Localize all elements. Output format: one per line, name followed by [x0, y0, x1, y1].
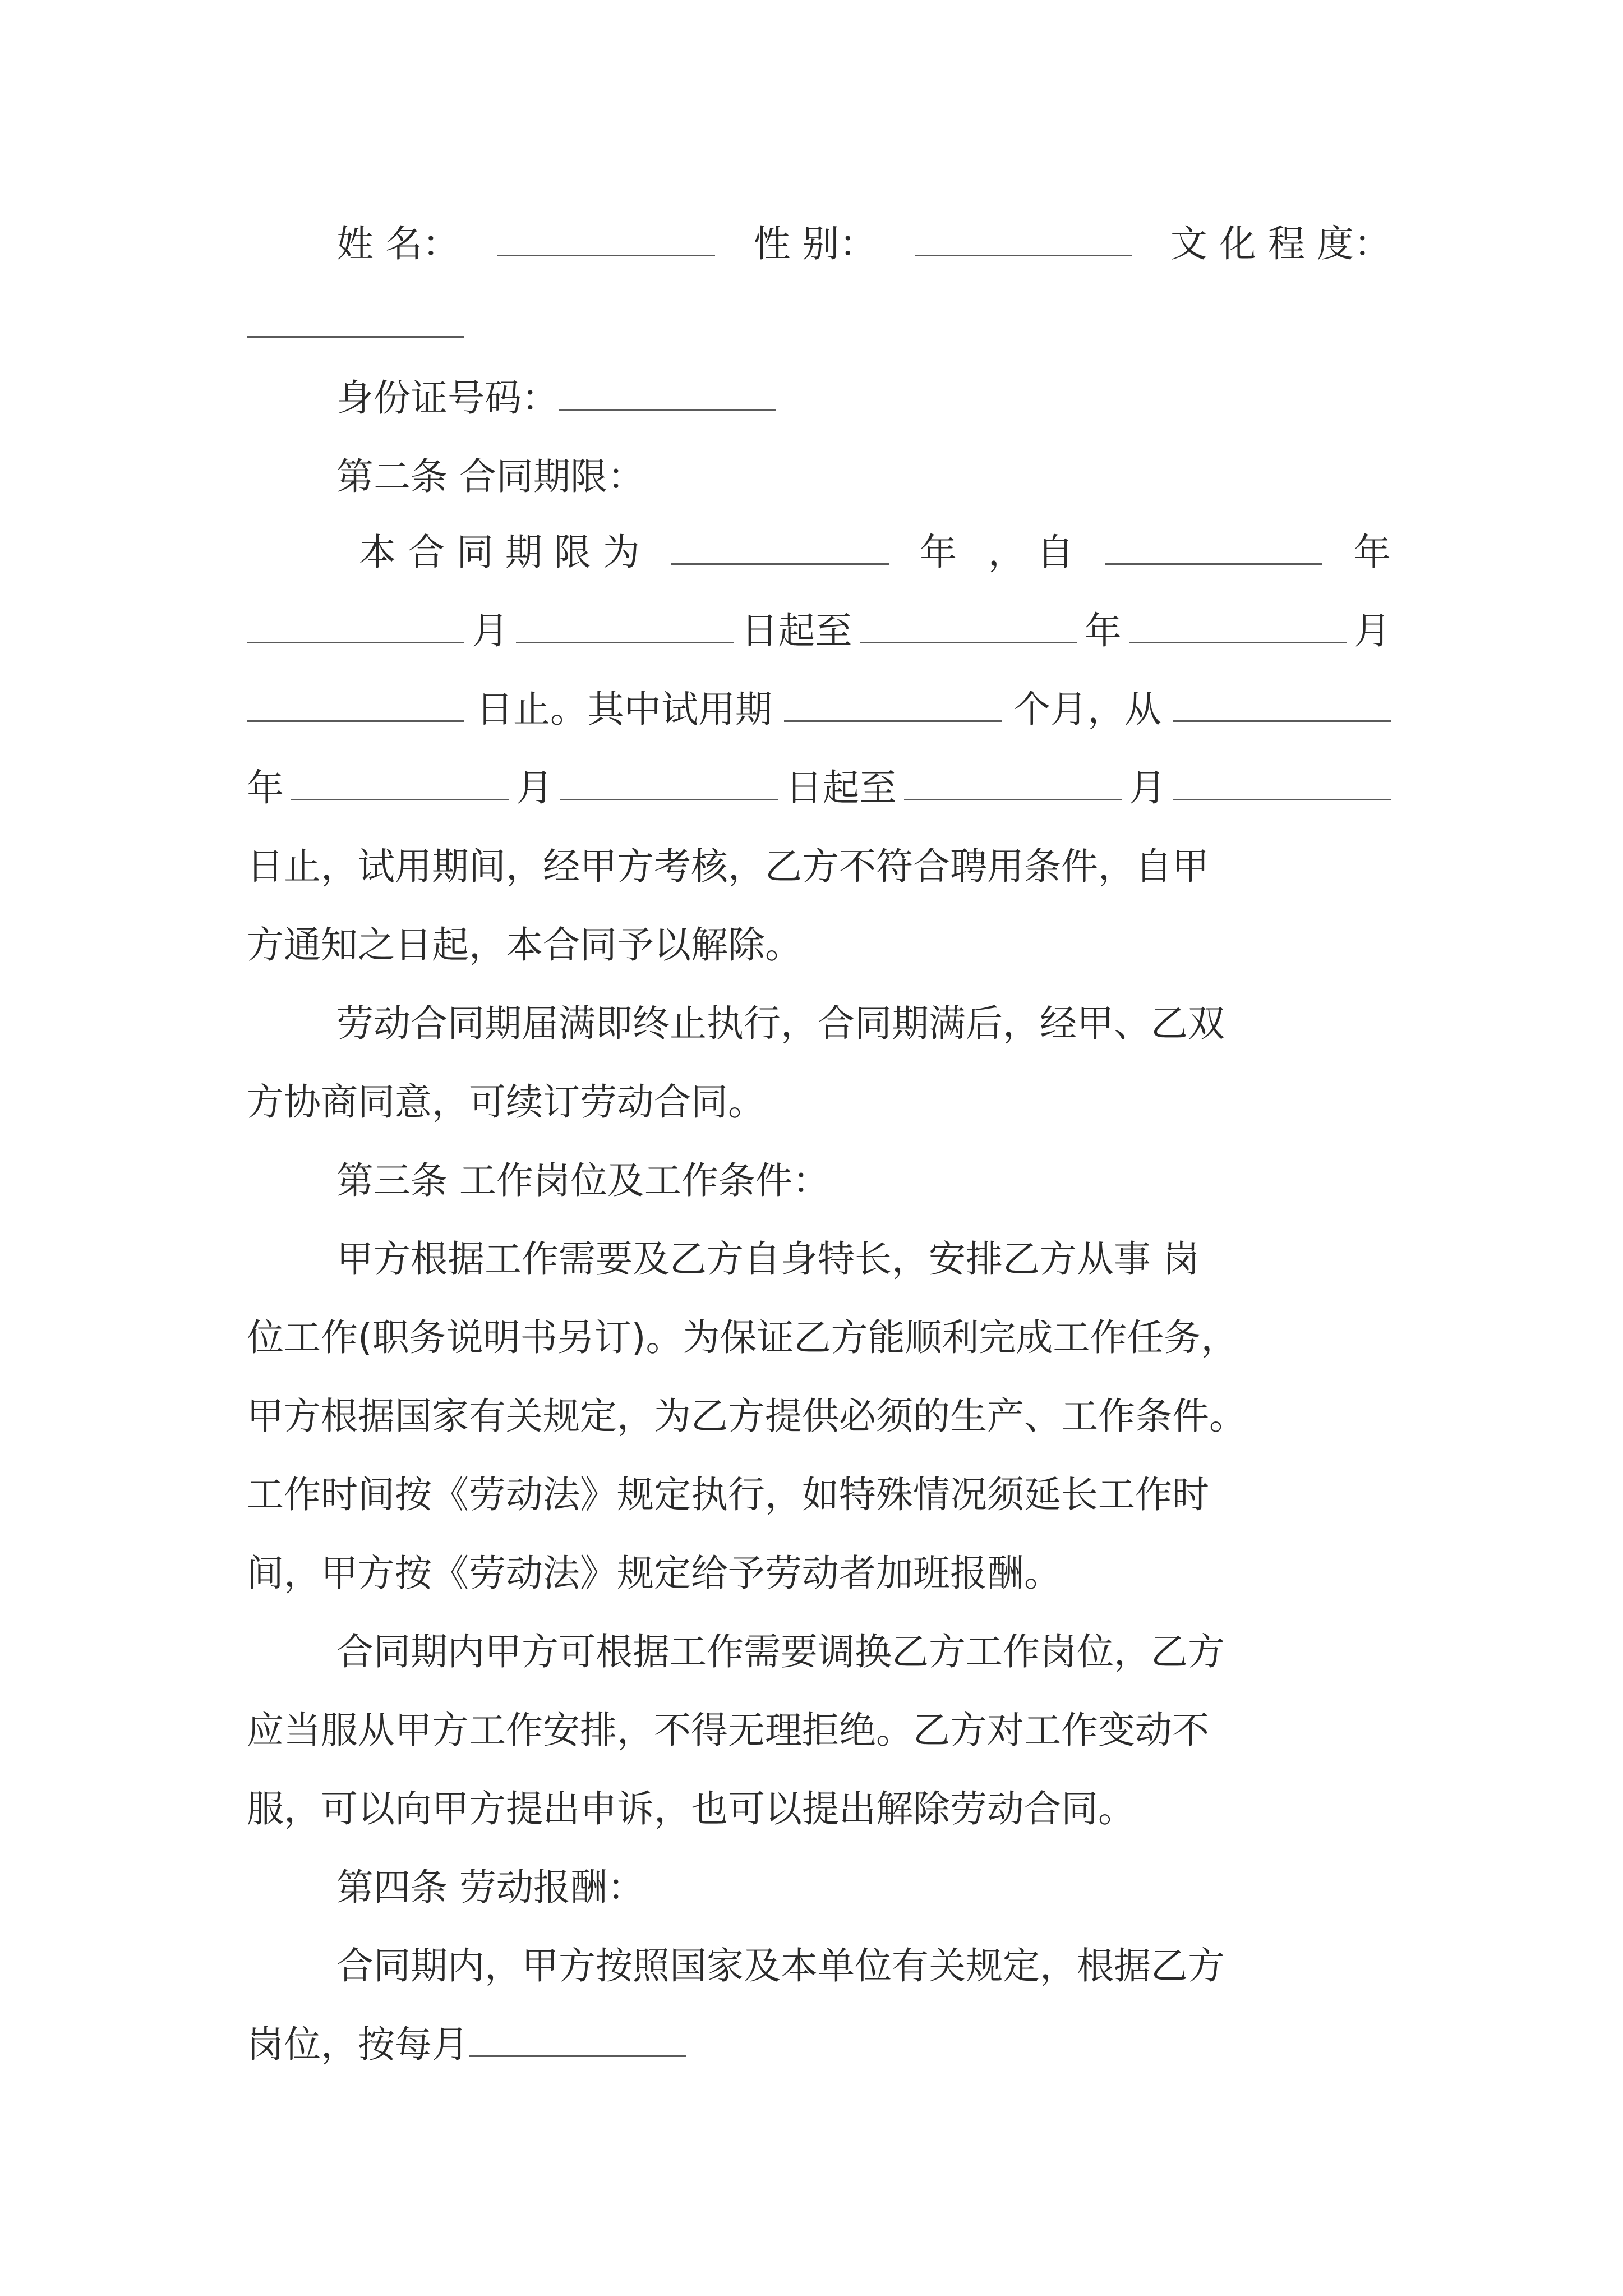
gender-label: 性 别：	[753, 222, 877, 265]
probation-end-month-label: 月	[1128, 766, 1166, 809]
article3-p1-line4: 工作时间按《劳动法》规定执行，如特殊情况须延长工作时	[247, 1473, 1209, 1516]
term-row-4	[247, 760, 1391, 816]
education-blank-row	[247, 297, 1391, 353]
article3-p2-line2: 应当服从甲方工作安排，不得无理拒绝。乙方对工作变动不	[247, 1709, 1209, 1752]
article3-p2-line3: 服，可以向甲方提出申诉，也可以提出解除劳动合同。	[247, 1787, 1135, 1830]
monthly-label: 岗位，按每月	[247, 2023, 469, 2066]
probation-text-2: 方通知之日起，本合同予以解除。	[247, 923, 802, 967]
end-day-label: 日止。其中试用期	[476, 688, 772, 731]
start-year-label: 年	[1353, 531, 1391, 574]
probation-year-label: 年	[247, 766, 284, 809]
gender-blank	[915, 222, 1132, 256]
term-prefix: 本 合 同 期 限 为	[359, 531, 640, 574]
end-day-blank	[247, 688, 464, 722]
start-day-blank	[516, 609, 734, 643]
end-month-label: 月	[1353, 609, 1391, 652]
article3-p1-line1: 甲方根据工作需要及乙方自身特长，安排乙方从事 岗	[336, 1237, 1200, 1281]
term-from-label: ， 自	[988, 531, 1074, 574]
probation-month-label: 月	[516, 766, 554, 809]
article3-p1-line2: 位工作(职务说明书另订)。为保证乙方能顺利完成工作任务，	[247, 1316, 1238, 1359]
term-year-label: 年	[920, 531, 957, 574]
probation-months-blank	[784, 688, 1002, 722]
start-day-label: 日起至	[741, 609, 852, 652]
probation-start-year-blank	[1173, 688, 1391, 722]
end-month-blank	[1129, 609, 1347, 643]
education-label: 文 化 程 度：	[1170, 222, 1391, 265]
id-blank	[559, 376, 776, 411]
probation-end-day-blank	[1173, 766, 1391, 800]
start-month-label: 月	[472, 609, 509, 652]
probation-end-month-blank	[904, 766, 1122, 800]
renewal-text-1: 劳动合同期届满即终止执行，合同期满后，经甲、乙双	[336, 1002, 1225, 1045]
name-blank	[497, 222, 715, 256]
term-row-1	[247, 524, 1391, 581]
name-label: 姓 名：	[336, 222, 459, 265]
id-label: 身份证号码：	[336, 376, 559, 420]
article4-heading: 第四条 劳动报酬：	[336, 1866, 644, 1909]
term-years-blank	[671, 531, 889, 565]
end-year-label: 年	[1084, 609, 1122, 652]
renewal-text-2: 方协商同意，可续订劳动合同。	[247, 1080, 765, 1124]
probation-from-label: 个月，从	[1013, 688, 1161, 731]
article2-heading: 第二条 合同期限：	[336, 455, 644, 498]
article4-p1-line1: 合同期内，甲方按照国家及本单位有关规定，根据乙方	[336, 1944, 1225, 1987]
article4-p1-line2	[247, 2017, 1391, 2073]
monthly-salary-blank	[469, 2023, 686, 2057]
probation-from-to-label: 日起至	[785, 766, 897, 809]
end-year-blank	[860, 609, 1077, 643]
term-row-2	[247, 603, 1391, 659]
article3-heading: 第三条 工作岗位及工作条件：	[336, 1159, 829, 1202]
id-row	[247, 370, 1391, 426]
probation-start-day-blank	[560, 766, 778, 800]
article3-p2-line1: 合同期内甲方可根据工作需要调换乙方工作岗位，乙方	[336, 1630, 1225, 1673]
probation-text-1: 日止，试用期间，经甲方考核，乙方不符合聘用条件，自甲	[247, 845, 1209, 888]
article3-p1-line3: 甲方根据国家有关规定，为乙方提供必须的生产、工作条件。	[247, 1395, 1246, 1438]
personal-info-row	[247, 216, 1391, 272]
probation-start-month-blank	[291, 766, 509, 800]
education-blank	[247, 303, 464, 338]
start-month-blank	[247, 609, 464, 643]
term-row-3	[247, 682, 1391, 738]
article3-p1-line5: 间，甲方按《劳动法》规定给予劳动者加班报酬。	[247, 1552, 1061, 1595]
start-year-blank	[1105, 531, 1322, 565]
